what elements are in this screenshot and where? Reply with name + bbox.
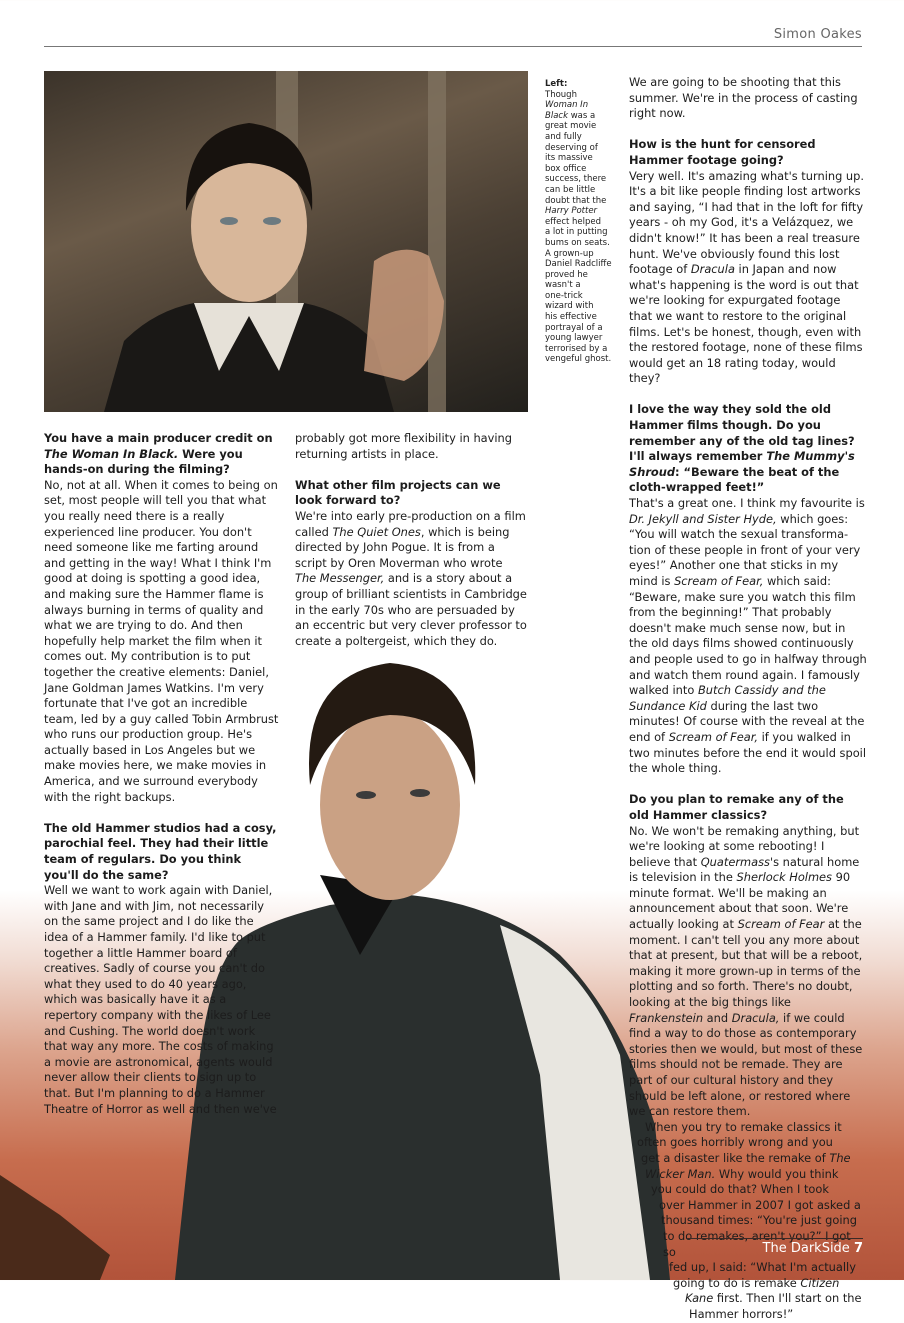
caption-film-title: Black — [545, 110, 568, 121]
film-title: Wicker Man. — [645, 1166, 716, 1181]
film-title: The Messenger, — [295, 571, 385, 586]
film-title: The Woman In Black. — [44, 446, 179, 461]
answer-remakes — [629, 824, 867, 1120]
caption-line — [545, 206, 617, 217]
answer-main-producer-credit: No, not at all. When it comes to being on set, most people will tell you that what you really need there is a really experienced line producer. You don't need someone like me farting around and getting in the way! What I think I'm good at doing is spotting a good idea, and making sure the Hammer flame is always burning in terms of quality and what we are trying to do. And then hopefully help market the film when it comes out. My contribution is to put together the creative elements: Daniel, Jane Goldman James Watkins. I'm very fortunate that I've got an incredible team, led by a guy called Tobin Armbrust who runs our production group. He's actually based in Los Angeles but we make movies here, we make movies in America, and we surround everybody with the right backups. — [44, 477, 279, 804]
question-text: Were you hands-on during the filming? — [44, 446, 243, 477]
wrap-line: thousand times: “You're just going — [661, 1213, 857, 1228]
caption-line: deserving of — [545, 142, 598, 153]
paragraph-gap — [629, 122, 867, 138]
answer-text: and — [703, 1010, 732, 1025]
answer-text: if you walked in two minutes before the end it would spoil the whole thing. — [629, 729, 867, 776]
caption-line — [545, 100, 617, 111]
caption-line: effect helped — [545, 216, 602, 227]
question-remakes: Do you plan to remake any of the old Hammer classics? — [629, 792, 844, 822]
answer-hammer-studios: Well we want to work again with Daniel, with Jane and with Jim, not necessarily on the same project and I do like the idea of a Hammer family. I'd like to put together a little Hammer board of creatives. Sadly of course you can't do what they used to do 40 years ago, which was basically have it as a repertory company with the likes of Lee and Cushing. The world doesn't work that way any more. The costs of making a movie are astronomical, agents would never allow their clients to sign up to that. But I'm planning to do a Hammer Theatre of Horror as well and then we've — [44, 883, 277, 1116]
caption-line: and fully — [545, 131, 582, 142]
film-title: Dr. Jekyll and Sister Hyde, — [629, 511, 777, 526]
question-tag-lines — [629, 402, 867, 496]
wrap-line: to do remakes, aren't you?” I got so — [663, 1228, 851, 1259]
caption-line: bums on seats. — [545, 237, 610, 248]
answer-text: Why would you think — [715, 1166, 839, 1181]
caption-line: box office — [545, 163, 587, 174]
answer-text: in Japan and now what's happening is the word is out that we're looking for expurgated footage that we want to restore to the original films. Let's be honest, though, even with the restored footage, none of these films would get an 18 rating today, would they? — [629, 262, 863, 386]
answer-text: No. We won't be remaking anything, but we're looking at some rebooting! I believe that — [629, 823, 860, 869]
page-footer — [763, 1241, 863, 1256]
caption-line: A grown-up — [545, 248, 594, 259]
caption-line: one-trick — [545, 290, 583, 301]
wrap-line — [629, 1291, 867, 1307]
wrap-line: over Hammer in 2007 I got asked a — [659, 1197, 861, 1212]
caption-line: Though — [545, 89, 577, 100]
answer-text: which goes: “You will watch the sexual transforma-tion of these people in front of your very eyes!” Another one that sticks in my mind is — [629, 511, 861, 588]
wrap-line — [629, 1151, 867, 1167]
film-title: Sherlock Holmes — [736, 870, 832, 885]
film-still-photo — [44, 71, 528, 412]
portrait-silhouette — [44, 71, 528, 412]
paragraph-gap — [629, 387, 867, 403]
caption-line — [545, 111, 617, 122]
wrapped-answer-remakes — [629, 1120, 867, 1323]
column-middle — [295, 431, 527, 649]
caption-line: proved he — [545, 269, 588, 280]
wrap-line: you could do that? When I took — [651, 1182, 829, 1197]
film-title: Quatermass — [700, 854, 770, 869]
caption-line: can be little — [545, 184, 596, 195]
film-title: Kane — [685, 1291, 714, 1306]
answer-censored-footage — [629, 169, 867, 387]
film-title: Scream of Fear, — [674, 574, 764, 588]
question-text: You have a main producer credit on — [44, 431, 273, 445]
film-title: Scream of Fear — [737, 917, 825, 932]
film-title: Dracula, — [731, 1010, 780, 1025]
answer-tag-lines — [629, 496, 867, 777]
film-title: The — [829, 1150, 851, 1165]
paragraph-gap — [44, 805, 279, 821]
film-title: Frankenstein — [629, 1010, 704, 1025]
caption-line: great movie — [545, 121, 597, 132]
answer-text: That's a great one. I think my favourite is — [629, 496, 865, 511]
question-main-producer-credit — [44, 431, 279, 478]
running-head-author: Simon Oakes — [773, 27, 862, 42]
caption-line: its massive — [545, 153, 593, 164]
answer-text: which said: “Beware, make sure you watch this film from the beginning!” That probably doesn't make much sense now, but in the old days films showed continuously and people used to go in halfway through and watch them round again. I famously walked into — [629, 574, 867, 698]
answer-text: , which is being directed by John Pogue. It is from a script by Oren Moverman who wrote — [295, 524, 510, 570]
caption-line: Daniel Radcliffe — [545, 259, 612, 270]
film-title: Dracula — [690, 262, 735, 277]
paragraph-gap — [295, 462, 527, 478]
answer-text: get a disaster like the remake of — [641, 1150, 830, 1165]
question-other-projects: What other film projects can we look forward to? — [295, 477, 501, 508]
answer-text: at the moment. I can't tell you any more about that at present, but that will be a reboot, making it more grown-up in terms of the plotting and so forth. There's no doubt, looking at the big things like — [629, 917, 863, 1010]
answer-text: first. Then I'll start on the — [713, 1291, 862, 1306]
caption-line: his effective — [545, 312, 597, 323]
answer-other-projects — [295, 509, 527, 649]
page-number: 7 — [853, 1241, 863, 1256]
footer-rule — [686, 1238, 863, 1239]
answer-text: We're into early pre-production on a film called — [295, 508, 526, 539]
caption-line: a lot in putting — [545, 227, 608, 238]
wrap-line: Hammer horrors!” — [689, 1306, 794, 1321]
caption-label: Left: — [545, 79, 568, 89]
question-text: I love the way they sold the old Hammer films though. Do you remember any of the old tag lines? I'll always remember — [629, 402, 855, 464]
caption-line: portrayal of a — [545, 322, 603, 333]
caption-line: young lawyer — [545, 333, 603, 344]
wrap-line — [629, 1167, 867, 1183]
film-title: Citizen — [800, 1275, 840, 1290]
caption-line: doubt that the — [545, 195, 607, 206]
caption-film-title: Woman In — [545, 100, 589, 111]
wrap-line — [629, 1276, 867, 1292]
film-title: Butch Cassidy and the Sundance Kid — [629, 683, 826, 713]
caption-text: was a — [568, 110, 596, 121]
question-text: : “Beware the beat of the cloth-wrapped feet!” — [629, 464, 840, 495]
answer-text: going to do is remake — [673, 1275, 801, 1290]
question-hammer-studios: The old Hammer studios had a cosy, parochial feel. They had their little team of regulars. Do you think you'll do the same? — [44, 820, 277, 882]
answer-text: during the last two minutes! Of course with the reveal at the end of — [629, 698, 865, 744]
column-right — [629, 75, 867, 1323]
answer-text: Very well. It's amazing what's turning up. It's a bit like people finding lost artworks and saying, “I had that in the loft for fifty years - oh my God, it's a Velázquez, we didn't know!” It has been a real treasure hunt. We've obviously found this lost footage of — [629, 168, 864, 277]
answer-text: 's natural home is television in the — [629, 854, 860, 885]
photo-caption — [545, 79, 617, 365]
caption-line: wizard with — [545, 301, 594, 312]
film-title: The Quiet Ones — [332, 524, 421, 539]
wrap-line: fed up, I said: “What I'm actually — [669, 1260, 856, 1275]
answer-other-projects-continued: We are going to be shooting that this summer. We're in the process of casting right now. — [629, 75, 858, 121]
caption-line: success, there — [545, 174, 607, 185]
answer-text: if we could find a way to do those as contemporary stories then we would, but most of these films should not be remade. They are part of our cultural history and they should be left alone, or restored where we can restore them. — [629, 1010, 863, 1119]
answer-text: and is a story about a group of brilliant scientists in Cambridge in the early 70s who are persuaded by an eccentric but very clever professor to create a poltergeist, which they do. — [295, 571, 527, 648]
answer-text: 90 minute format. We'll be making an announcement about that soon. We're actually looking at — [629, 870, 851, 932]
wrap-line: often goes horribly wrong and you — [637, 1135, 833, 1150]
caption-line: wasn't a — [545, 280, 581, 291]
column-left — [44, 431, 279, 1117]
caption-film-title: Harry Potter — [545, 206, 598, 217]
film-title: Scream of Fear, — [668, 729, 758, 744]
paragraph-gap — [629, 777, 867, 793]
header-rule — [44, 46, 862, 47]
caption-line: terrorised by a — [545, 343, 608, 354]
answer-hammer-studios-continued: probably got more flexibility in having returning artists in place. — [295, 431, 513, 461]
caption-line: vengeful ghost. — [545, 354, 612, 365]
wrap-line: When you try to remake classics it — [645, 1119, 842, 1134]
magazine-name: The DarkSide — [762, 1241, 850, 1256]
question-censored-footage: How is the hunt for censored Hammer footage going? — [629, 137, 816, 167]
film-title: The Mummy's Shroud — [629, 449, 855, 479]
